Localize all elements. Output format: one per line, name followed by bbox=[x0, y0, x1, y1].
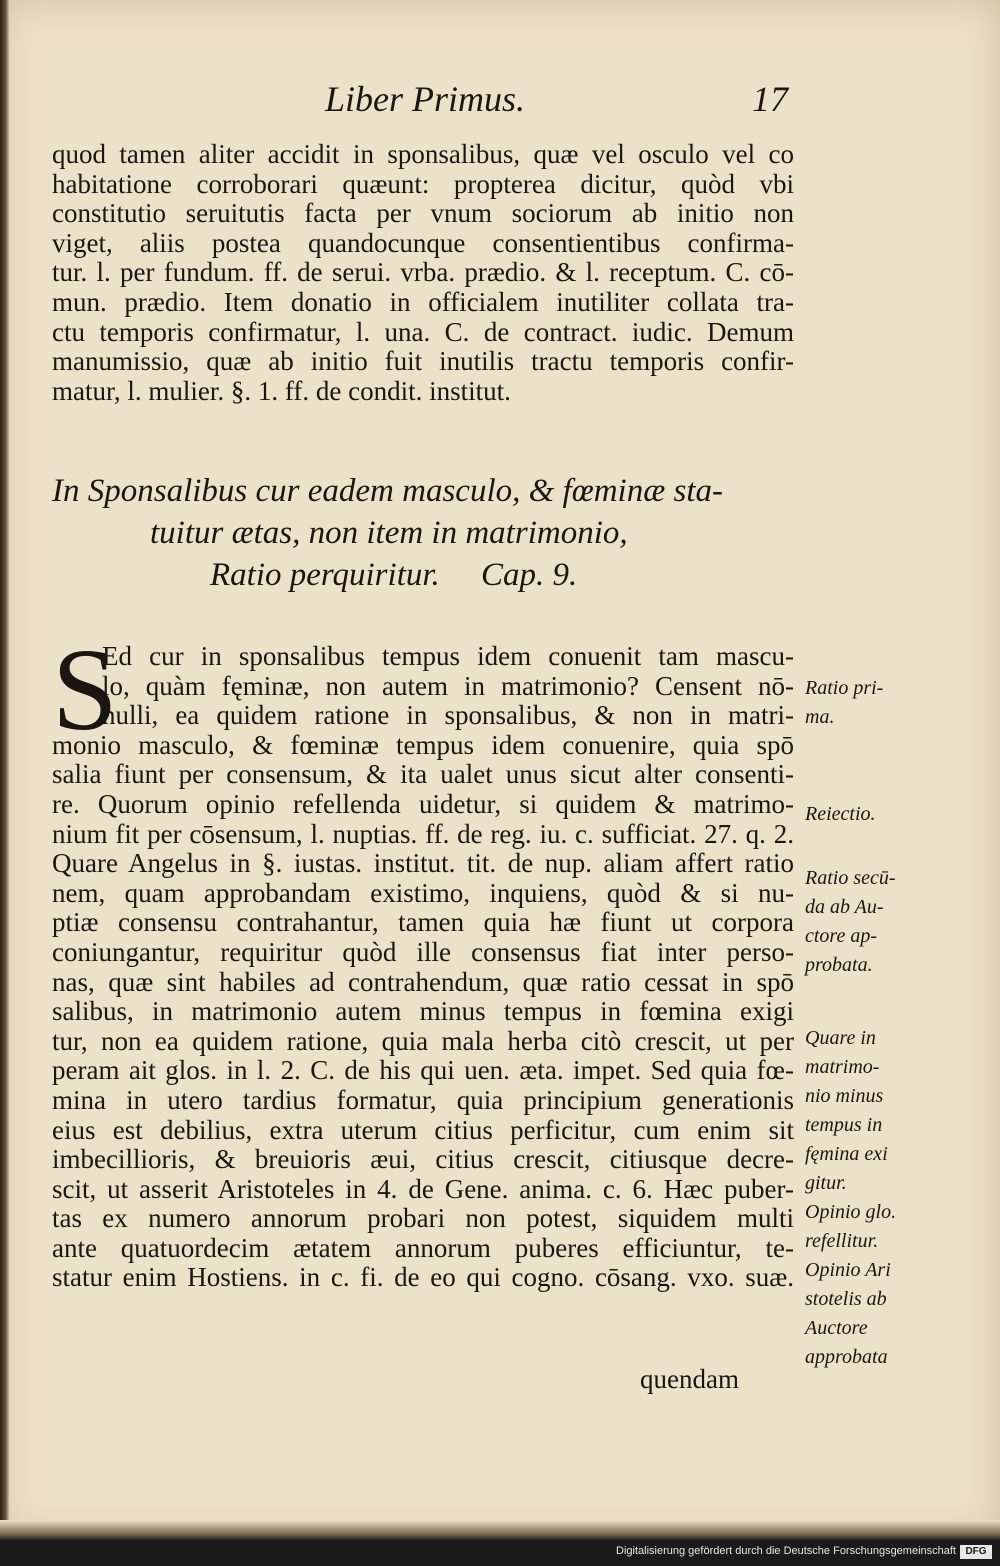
text-line: monio masculo, & fœminæ tempus idem conuenire, quia spō bbox=[52, 730, 794, 760]
heading-line: tuitur ætas, non item in matrimonio, bbox=[150, 515, 628, 551]
text-line: matur, l. mulier. §. 1. ff. de condit. institut. bbox=[52, 376, 511, 406]
footer-credit: Digitalisierung gefördert durch die Deutsche Forschungsgemeinschaft bbox=[616, 1545, 956, 1557]
dfg-logo: DFG bbox=[960, 1545, 992, 1559]
text-line: manumissio, quæ ab initio fuit inutilis tractu temporis confir- bbox=[52, 347, 794, 377]
drop-cap: S bbox=[52, 624, 118, 755]
note-line: Reiectio. bbox=[805, 803, 876, 825]
text-line: Ed cur in sponsalibus tempus idem conuenit tam mascu- bbox=[102, 642, 794, 671]
page-binding-shadow bbox=[0, 0, 10, 1540]
text-line: salibus, in matrimonio autem minus tempus in fœmina exigi bbox=[52, 997, 794, 1027]
main-paragraph bbox=[52, 624, 794, 1293]
margin-note bbox=[805, 800, 915, 829]
text-line: salia fiunt per consensum, & ita ualet unus sicut alter consenti- bbox=[52, 760, 794, 790]
running-title: Liber Primus. bbox=[325, 79, 526, 119]
text-line: Quare Angelus in §. iustas. institut. tit. de nup. aliam affert ratio bbox=[52, 849, 794, 879]
text-line: mina in utero tardius formatur, quia principium generationis bbox=[52, 1085, 794, 1115]
note-line: Auctore bbox=[805, 1317, 868, 1339]
margin-note bbox=[805, 864, 915, 980]
margin-note bbox=[805, 1256, 915, 1372]
text-line: ante quatuordecim ætatem annorum puberes efficiuntur, te- bbox=[52, 1233, 794, 1263]
note-line: ctore ap- bbox=[805, 925, 878, 947]
heading-line: In Sponsalibus cur eadem masculo, & fœminæ sta- bbox=[52, 473, 723, 509]
note-line: refellitur. bbox=[805, 1230, 879, 1252]
margin-note bbox=[805, 1024, 915, 1198]
text-line: peram ait glos. in l. 2. C. de his qui uen. æta. impet. Sed quia fœ- bbox=[52, 1056, 794, 1086]
top-paragraph bbox=[52, 140, 794, 406]
text-line: nium fit per cōsensum, l. nuptias. ff. de reg. iu. c. sufficiat. 27. q. 2. bbox=[52, 819, 794, 849]
text-line: re. Quorum opinio refellenda uidetur, si quidem & matrimo- bbox=[52, 789, 794, 819]
text-line: mun. prædio. Item donatio in officialem inutiliter collata tra- bbox=[52, 287, 794, 317]
note-line: Ratio pri- bbox=[805, 677, 884, 699]
note-line: tempus in bbox=[805, 1114, 883, 1136]
text-line: statur enim Hostiens. in c. fi. de eo qui cogno. cōsang. vxo. suæ. bbox=[52, 1263, 794, 1293]
page-number: 17 bbox=[752, 79, 788, 119]
margin-note bbox=[805, 1198, 915, 1256]
note-line: gitur. bbox=[805, 1172, 847, 1194]
chapter-heading bbox=[52, 470, 800, 596]
note-line: stotelis ab bbox=[805, 1288, 887, 1310]
digitization-footer bbox=[0, 1541, 1000, 1566]
text-line: imbecillioris, & breuioris æui, citius crescit, citiusque decre- bbox=[52, 1145, 794, 1175]
margin-note bbox=[805, 674, 915, 732]
text-line: quod tamen aliter accidit in sponsalibus, quæ vel osculo vel co bbox=[52, 140, 794, 169]
text-line: nulli, ea quidem ratione in sponsalibus, & non in matri- bbox=[102, 701, 794, 731]
text-line: ptiæ consensu contrahantur, tamen quia hæ fiunt ut corpora bbox=[52, 908, 794, 938]
text-line: nas, quæ sint habiles ad contrahendum, quæ ratio cessat in spō bbox=[52, 967, 794, 997]
text-line: scit, ut asserit Aristoteles in 4. de Gene. anima. c. 6. Hæc puber- bbox=[52, 1174, 794, 1204]
note-line: Opinio Ari bbox=[805, 1259, 891, 1281]
running-head bbox=[0, 78, 1000, 128]
text-line: viget, aliis postea quandocunque consentientibus confirma- bbox=[52, 228, 794, 258]
text-line: lo, quàm fęminæ, non autem in matrimonio? Censent nō- bbox=[102, 671, 794, 701]
text-line: coniungantur, requiritur quòd ille consensus fiat inter perso- bbox=[52, 937, 794, 967]
text-line: habitatione corroborari quæunt: propterea dicitur, quòd vbi bbox=[52, 169, 794, 199]
catchword: quendam bbox=[640, 1364, 739, 1394]
text-line: tur, non ea quidem ratione, quia mala herba citò crescit, ut per bbox=[52, 1026, 794, 1056]
text-line: nem, quam approbandam existimo, inquiens, quòd & si nu- bbox=[52, 878, 794, 908]
text-line: constitutio seruitutis facta per vnum sociorum ab initio non bbox=[52, 199, 794, 229]
note-line: probata. bbox=[805, 954, 873, 976]
text-line: tas ex numero annorum probari non potest, siquidem multi bbox=[52, 1204, 794, 1234]
text-line: eius est debilius, extra uterum citius perficitur, cum enim sit bbox=[52, 1115, 794, 1145]
note-line: approbata bbox=[805, 1346, 888, 1368]
page-bottom-edge bbox=[0, 1520, 1000, 1540]
note-line: Opinio glo. bbox=[805, 1201, 897, 1223]
note-line: Quare in bbox=[805, 1027, 876, 1049]
heading-line: Ratio perquiritur. Cap. 9. bbox=[210, 557, 578, 593]
text-line: ctu temporis confirmatur, l. una. C. de contract. iudic. Demum bbox=[52, 317, 794, 347]
note-line: ma. bbox=[805, 706, 835, 728]
note-line: matrimo- bbox=[805, 1056, 880, 1078]
text-line: tur. l. per fundum. ff. de serui. vrba. prædio. & l. receptum. C. cō- bbox=[52, 258, 794, 288]
note-line: fęmina exi bbox=[805, 1143, 888, 1165]
note-line: da ab Au- bbox=[805, 896, 884, 918]
note-line: Ratio secū- bbox=[805, 867, 896, 889]
note-line: nio minus bbox=[805, 1085, 884, 1107]
